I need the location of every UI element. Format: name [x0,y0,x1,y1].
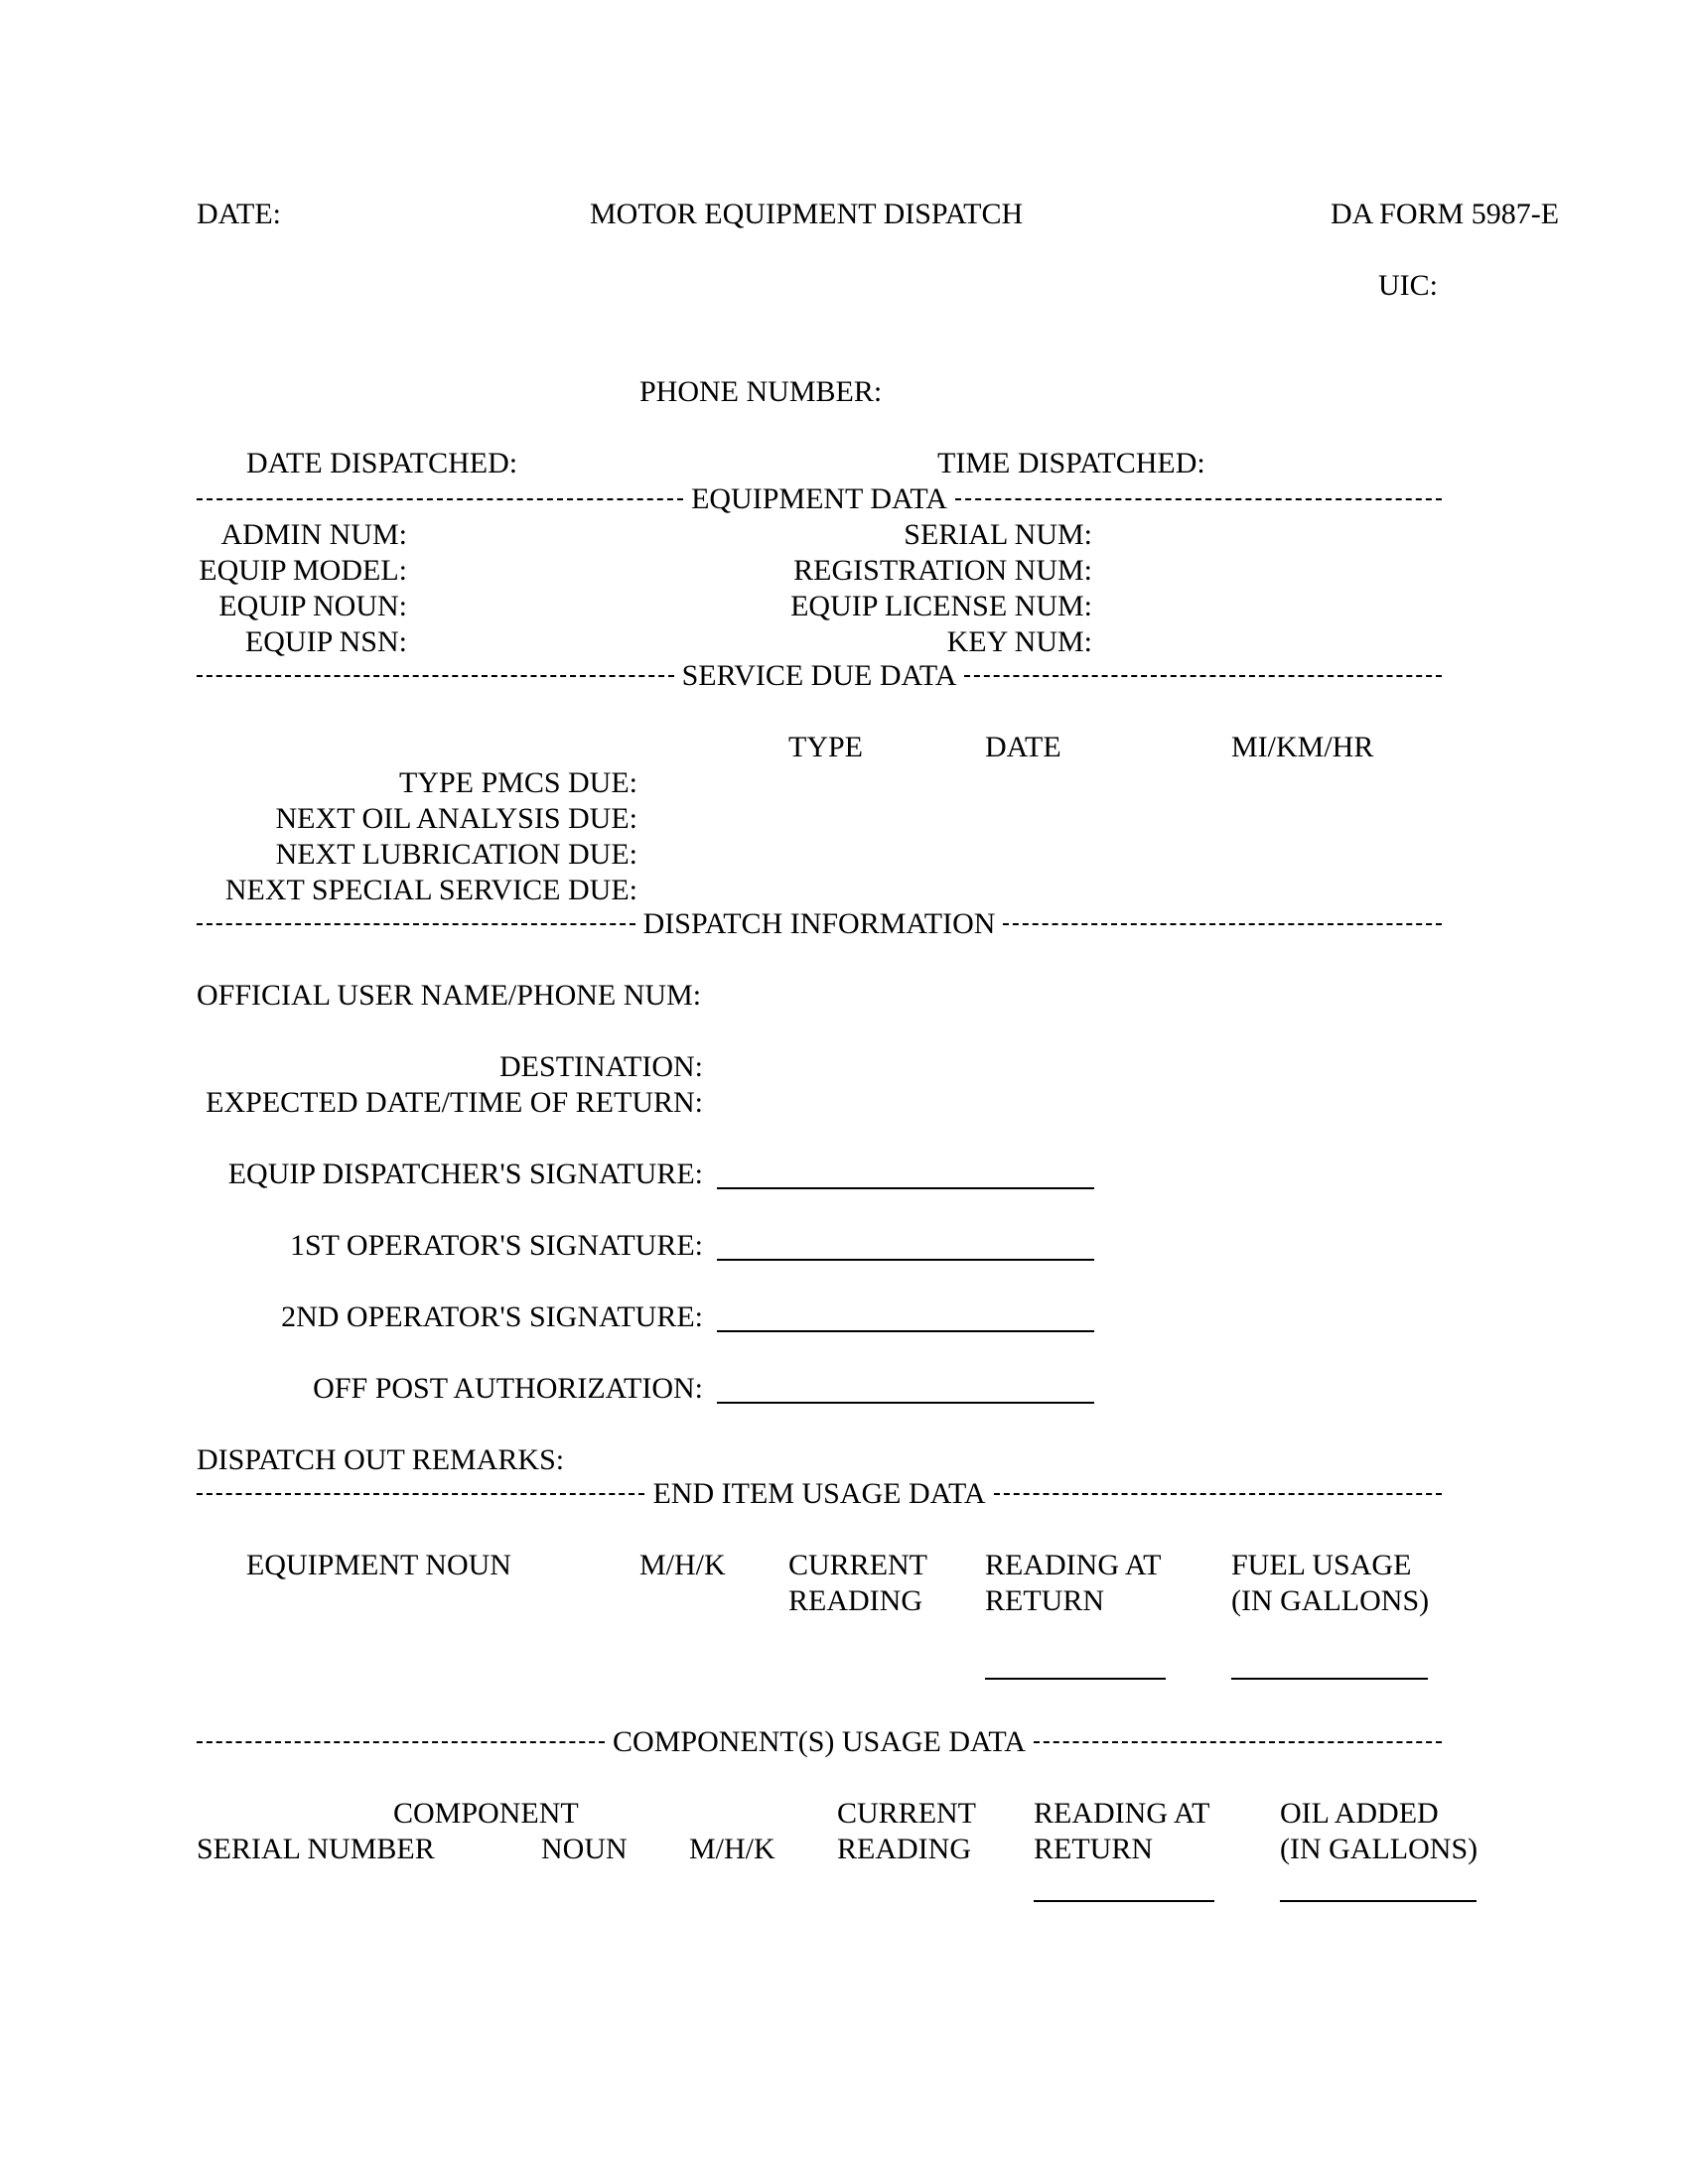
end-item-current-header: CURRENT [788,1549,928,1581]
end-item-fuel-usage-header: FUEL USAGE [1231,1549,1412,1581]
registration-num-label: REGISTRATION NUM: [793,554,1092,587]
next-special-service-due-label: NEXT SPECIAL SERVICE DUE: [224,874,637,906]
component-usage-data-title: COMPONENT(S) USAGE DATA [613,1725,1026,1758]
uic-label: UIC: [1378,269,1438,302]
expected-return-label: EXPECTED DATE/TIME OF RETURN: [206,1086,703,1119]
operator2-signature-label: 2ND OPERATOR'S SIGNATURE: [281,1300,703,1333]
dispatcher-signature-line[interactable] [717,1187,1094,1189]
equipment-data-divider [197,484,1442,514]
dispatch-out-remarks-label: DISPATCH OUT REMARKS: [197,1443,565,1476]
next-lubrication-due-label: NEXT LUBRICATION DUE: [275,838,637,871]
end-item-fuel-usage-line[interactable] [1231,1678,1428,1680]
end-item-usage-data-divider [197,1479,1442,1509]
component-header: COMPONENT [393,1797,579,1830]
equip-noun-label: EQUIP NOUN: [218,590,407,622]
phone-number-label: PHONE NUMBER: [639,375,883,408]
type-pmcs-due-label: TYPE PMCS DUE: [398,766,637,799]
next-oil-analysis-due-label: NEXT OIL ANALYSIS DUE: [275,802,637,835]
form-number: DA FORM 5987-E [1331,198,1560,230]
component-gallons-header: (IN GALLONS) [1280,1833,1478,1865]
admin-num-label: ADMIN NUM: [220,518,407,551]
component-usage-data-divider [197,1727,1442,1757]
component-return-header: RETURN [1034,1833,1153,1865]
component-reading-at-header: READING AT [1034,1797,1210,1830]
dispatcher-signature-label: EQUIP DISPATCHER'S SIGNATURE: [227,1158,703,1190]
serial-num-label: SERIAL NUM: [904,518,1092,551]
equip-model-label: EQUIP MODEL: [199,554,407,587]
component-mhk-header: M/H/K [689,1833,775,1865]
service-col-mikmhr: MI/KM/HR [1231,731,1374,763]
end-item-reading-at-header: READING AT [985,1549,1162,1581]
component-serial-number-header: SERIAL NUMBER [197,1833,435,1865]
key-num-label: KEY NUM: [946,625,1092,658]
component-oil-added-line[interactable] [1280,1900,1477,1902]
service-col-type: TYPE [788,731,863,763]
component-reading-at-return-line[interactable] [1034,1900,1214,1902]
date-label: DATE: [197,198,281,230]
end-item-mhk-header: M/H/K [639,1549,726,1581]
end-item-equipment-noun-header: EQUIPMENT NOUN [246,1549,511,1581]
equip-license-num-label: EQUIP LICENSE NUM: [790,590,1092,622]
service-col-date: DATE [985,731,1061,763]
end-item-return-header: RETURN [985,1584,1104,1617]
equip-nsn-label: EQUIP NSN: [244,625,407,658]
off-post-authorization-label: OFF POST AUTHORIZATION: [313,1372,703,1405]
operator1-signature-label: 1ST OPERATOR'S SIGNATURE: [289,1229,703,1262]
operator1-signature-line[interactable] [717,1259,1094,1261]
end-item-gallons-header: (IN GALLONS) [1231,1584,1430,1617]
end-item-usage-data-title: END ITEM USAGE DATA [652,1477,986,1510]
component-noun-header: NOUN [541,1833,628,1865]
off-post-authorization-line[interactable] [717,1402,1094,1404]
component-reading-header: READING [837,1833,971,1865]
component-current-header: CURRENT [837,1797,977,1830]
equipment-data-title: EQUIPMENT DATA [691,482,947,515]
official-user-label: OFFICIAL USER NAME/PHONE NUM: [197,979,702,1012]
end-item-reading-at-return-line[interactable] [985,1678,1166,1680]
operator2-signature-line[interactable] [717,1330,1094,1332]
form-title: MOTOR EQUIPMENT DISPATCH [590,198,1024,230]
date-dispatched-label: DATE DISPATCHED: [246,447,518,479]
service-due-data-title: SERVICE DUE DATA [681,659,957,692]
component-oil-added-header: OIL ADDED [1280,1797,1439,1830]
service-due-data-divider [197,661,1442,691]
dispatch-information-divider [197,909,1442,939]
dispatch-information-title: DISPATCH INFORMATION [642,907,996,940]
end-item-reading-header: READING [788,1584,922,1617]
time-dispatched-label: TIME DISPATCHED: [937,447,1205,479]
destination-label: DESTINATION: [499,1050,703,1083]
